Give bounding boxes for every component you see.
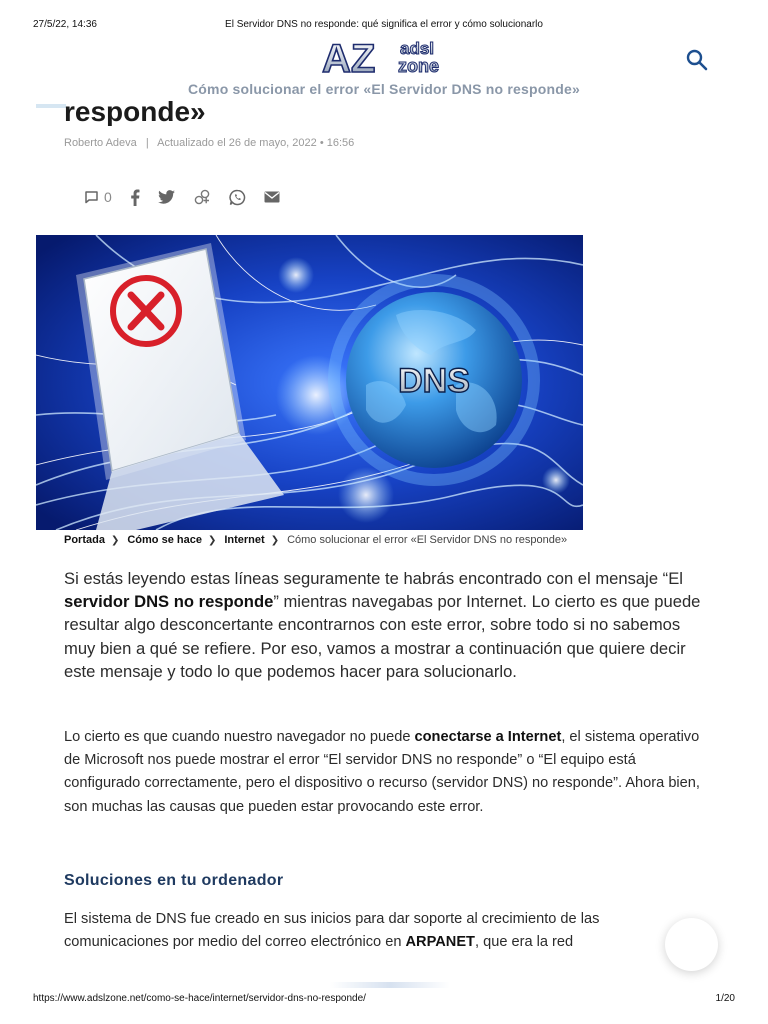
share-email-button[interactable] [264, 191, 280, 203]
share-twitter-button[interactable] [158, 190, 175, 204]
section-heading: Soluciones en tu ordenador [64, 872, 284, 889]
byline [64, 137, 354, 149]
breadcrumb-current: Cómo solucionar el error «El Servidor DNS no responde» [287, 534, 568, 546]
lead-text-1: Si estás leyendo estas líneas seguramente te habrás encontrado con el mensaje “El [64, 569, 683, 588]
whatsapp-icon [229, 189, 246, 206]
share-bar [84, 186, 298, 208]
search-icon [684, 47, 710, 73]
chevron-right-icon: ❯ [270, 534, 280, 546]
adslzone-logo[interactable] [320, 36, 450, 78]
comments-button[interactable] [84, 189, 112, 205]
print-date: 27/5/22, 14:36 [33, 19, 97, 30]
paragraph-bold-keyword: ARPANET [405, 934, 475, 951]
twitter-icon [158, 190, 175, 204]
body-paragraph [64, 908, 704, 954]
share-facebook-button[interactable] [130, 189, 140, 206]
logo-bottom-word: zone [398, 56, 440, 76]
chevron-right-icon: ❯ [110, 534, 120, 546]
lead-paragraph [64, 567, 704, 683]
title-accent-bar [36, 104, 66, 108]
next-image-edge [330, 982, 450, 988]
paragraph-text: , que era la red [474, 934, 574, 951]
sticky-article-title: Cómo solucionar el error «El Servidor DNS no responde» [187, 81, 580, 97]
paragraph-text: El sistema de DNS fue creado en sus inicios para dar soporte al crecimiento de las comunicaciones por medio del correo electrónico en [64, 911, 600, 951]
breadcrumb-como-se-hace[interactable]: Cómo se hace [127, 534, 202, 546]
share-whatsapp-button[interactable] [229, 189, 246, 206]
search-button[interactable] [684, 47, 710, 73]
logo-top-word: adsl [400, 39, 435, 58]
link-share-icon [193, 188, 211, 206]
dns-screen-label: DNS [398, 362, 470, 400]
share-google-plus-button[interactable] [193, 188, 211, 206]
facebook-icon [130, 189, 140, 206]
article-title-fragment: responde» [64, 96, 206, 126]
breadcrumb [64, 534, 567, 546]
print-page-title: El Servidor DNS no responde: qué significa el error y cómo solucionarlo [225, 19, 543, 30]
chevron-right-icon: ❯ [207, 534, 217, 546]
floating-action-button[interactable] [665, 918, 718, 971]
email-icon [264, 191, 280, 203]
author-name[interactable]: Roberto Adeva [64, 137, 137, 149]
breadcrumb-portada[interactable]: Portada [64, 534, 105, 546]
paragraph-bold-link[interactable]: conectarse a Internet [414, 729, 562, 745]
comment-icon [84, 190, 99, 204]
print-page-number: 1/20 [715, 993, 735, 1004]
print-header [0, 19, 768, 33]
body-paragraph [64, 726, 704, 819]
paragraph-text: , el sistema operativo de Microsoft nos puede mostrar el error “El servidor DNS no responde” o “El equipo está configurado correctamente, pero el dispositivo o recurso (servidor DNS) no responde”. Ahora bien, son muchas las causas que pueden estar provocando este error. [64, 729, 700, 815]
paragraph-text: Lo cierto es que cuando nuestro navegador no puede [64, 729, 415, 745]
breadcrumb-internet[interactable]: Internet [224, 534, 265, 546]
comment-count: 0 [104, 189, 112, 205]
logo-mark: AZ [322, 37, 376, 78]
lead-bold-keyword: servidor DNS no responde [64, 592, 274, 612]
hero-image [36, 235, 583, 530]
byline-separator: | [145, 137, 149, 149]
updated-date: Actualizado el 26 de mayo, 2022 • 16:56 [157, 137, 355, 149]
lead-text-2: ” mientras navegabas por Internet. Lo cierto es que puede resultar algo desconcertante encontrarnos con este error, sobre todo si no sabemos muy bien a qué se refiere. Por eso, vamos a mostrar a continuación que quiere decir este mensaje y todo lo que podemos hacer para solucionarlo. [64, 592, 701, 681]
print-url: https://www.adslzone.net/como-se-hace/internet/servidor-dns-no-responde/ [33, 993, 366, 1004]
